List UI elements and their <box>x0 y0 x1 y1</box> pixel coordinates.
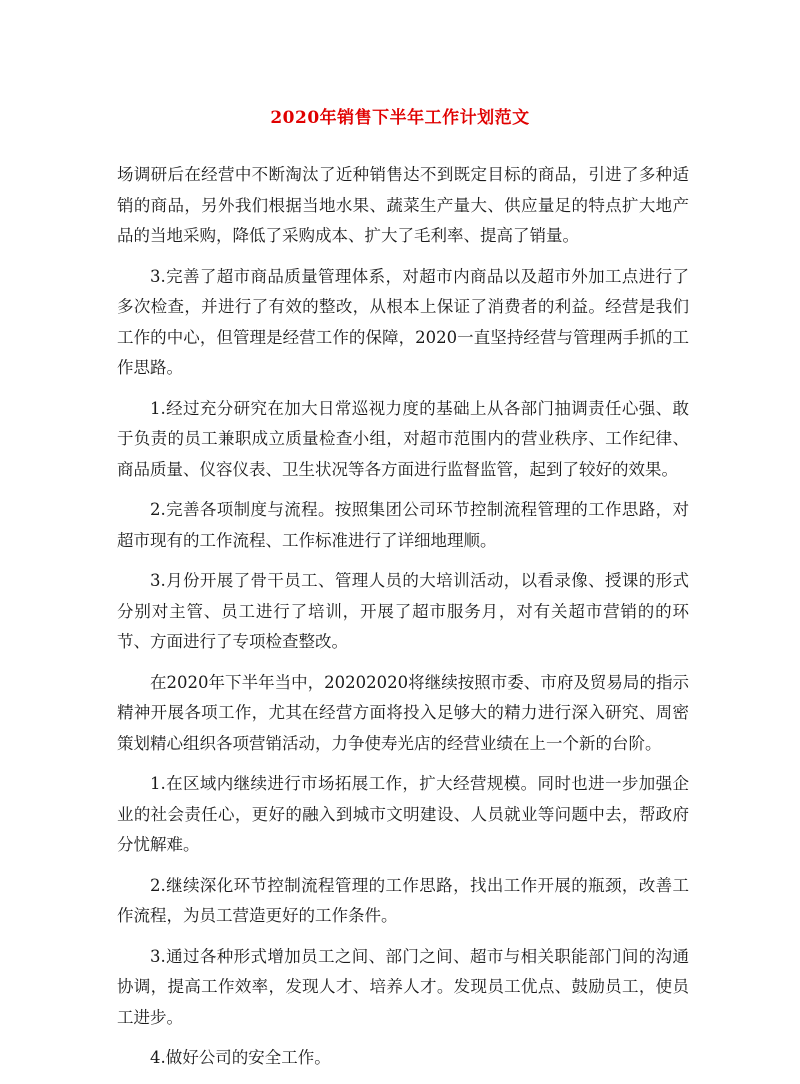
paragraph: 在2020年下半年当中，20202020将继续按照市委、市府及贸易局的指示精神开展各项工作，尤其在经营方面将投入足够大的精力进行深入研究、周密策划精心组织各项营销活动，力争使寿光店的经营业绩在上一个新的台阶。 <box>117 672 689 753</box>
paragraph: 场调研后在经营中不断淘汰了近种销售达不到既定目标的商品，引进了多种适销的商品，另外我们根据当地水果、蔬菜生产量大、供应量足的特点扩大地产品的当地采购，降低了采购成本、扩大了毛利率、提高了销量。 <box>117 165 689 245</box>
page-title: 2020年销售下半年工作计划范文 <box>270 108 530 128</box>
paragraph: 1.经过充分研究在加大日常巡视力度的基础上从各部门抽调责任心强、敢于负责的员工兼职成立质量检查小组，对超市范围内的营业秩序、工作纪律、商品质量、仪容仪表、卫生状况等各方面进行监督监管，起到了较好的效果。 <box>117 398 689 479</box>
paragraph: 3.完善了超市商品质量管理体系，对超市内商品以及超市外加工点进行了多次检查，并进行了有效的整改，从根本上保证了消费者的利益。经营是我们工作的中心，但管理是经营工作的保障，2020一直坚持经营与管理两手抓的工作思路。 <box>117 266 689 377</box>
paragraph: 3.月份开展了骨干员工、管理人员的大培训活动，以看录像、授课的形式分别对主管、员工进行了培训，开展了超市服务月，对有关超市营销的的环节、方面进行了专项检查整改。 <box>117 571 689 651</box>
paragraph: 1.在区域内继续进行市场拓展工作，扩大经营规模。同时也进一步加强企业的社会责任心，更好的融入到城市文明建设、人员就业等问题中去，帮政府分忧解难。 <box>117 774 689 854</box>
paragraph: 4.做好公司的安全工作。 <box>150 1048 331 1067</box>
paragraph: 2.完善各项制度与流程。按照集团公司环节控制流程管理的工作思路，对超市现有的工作流程、工作标准进行了详细地理顺。 <box>117 500 689 550</box>
paragraph: 3.通过各种形式增加员工之间、部门之间、超市与相关职能部门间的沟通协调，提高工作效率，发现人才、培养人才。发现员工优点、鼓励员工，使员工进步。 <box>117 946 689 1027</box>
paragraph: 2.继续深化环节控制流程管理的工作思路，找出工作开展的瓶颈，改善工作流程，为员工营造更好的工作条件。 <box>117 875 689 925</box>
document-body <box>117 160 689 1084</box>
